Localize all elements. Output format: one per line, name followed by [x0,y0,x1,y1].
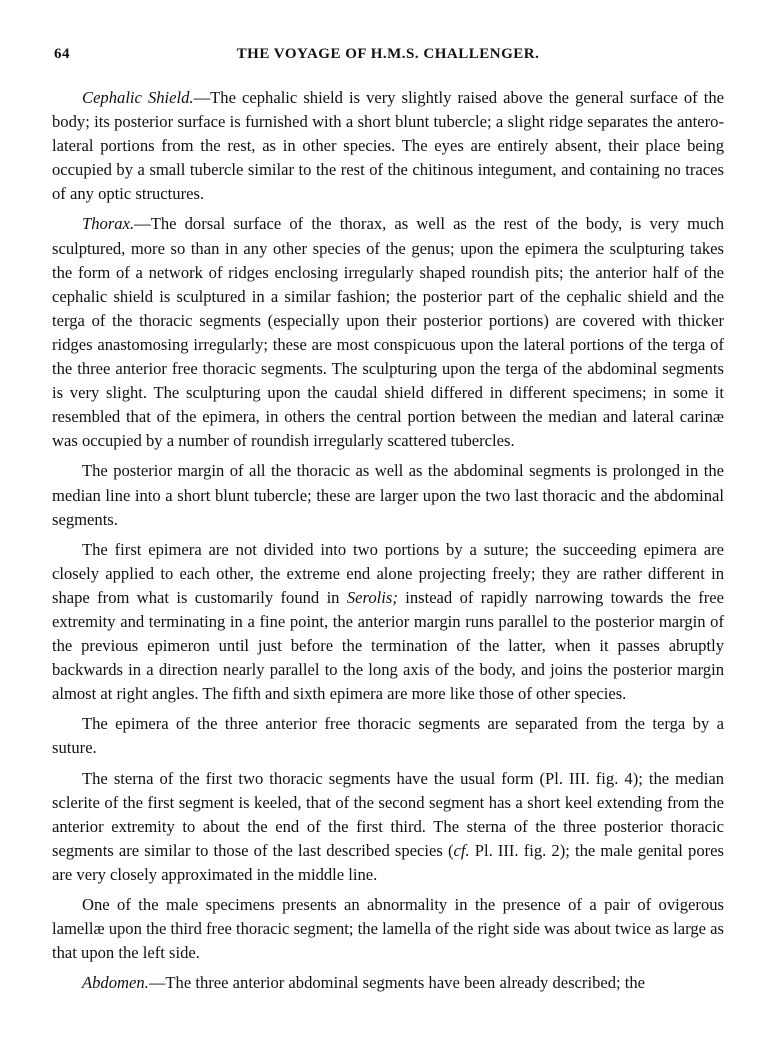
paragraph-cephalic-shield [52,86,724,206]
page-number: 64 [54,46,70,62]
paragraph-abnormality [52,893,724,965]
paragraph-epimera-suture [52,712,724,760]
paragraph-text: instead of rapidly narrowing towards the free extremity and terminating in a fine point, the anterior margin runs parallel to the posterior margin of the previous epimeron until just before the termination of the latter, when it passes abruptly backwards in a direction nearly parallel to the long axis of the body, and joins the posterior margin almost at right angles. The fifth and sixth epimera are more like those of other species. [52,587,724,704]
section-lead: Thorax. [82,214,135,234]
paragraph-sterna [52,767,724,887]
paragraph-text: One of the male specimens presents an abnormality in the presence of a pair of ovigerous lamellæ upon the third free thoracic segment; the lamella of the right side was about twice as large as that upon the left side. [52,895,724,963]
section-lead: Abdomen. [82,973,149,993]
paragraph-text: —The dorsal surface of the thorax, as well as the rest of the body, is very much sculptured, more so than in any other species of the genus; upon the epimera the sculpturing takes the form of a network of ridges enclosing irregularly shaped roundish pits; the anterior half of the cephalic shield is sculptured in a similar fashion; the posterior part of the cephalic shield and the terga of the thoracic segments (especially upon their posterior portions) are covered with thicker ridges anastomosing irregularly; these are most conspicuous upon the lateral portions of the terga of the three anterior free thoracic segments. The sculpturing upon the terga of the abdominal segments is very slight. The sculpturing upon the caudal shield differed in different specimens; in some it resembled that of the epimera, in others the central portion between the median and lateral carinæ was occupied by a number of roundish irregularly scattered tubercles. [52,214,724,451]
paragraph-text: —The cephalic shield is very slightly raised above the general surface of the body; its posterior surface is furnished with a short blunt tubercle; a slight ridge separates the antero-lateral portions from the rest, as in other species. The eyes are entirely absent, their place being occupied by a small tubercle similar to the rest of the chitinous integument, and containing no traces of any optic structures. [52,88,724,204]
cf-abbreviation: cf. [453,840,470,860]
paragraph-epimera [52,538,724,707]
section-lead: Cephalic Shield. [82,88,194,107]
paragraph-text: —The three anterior abdominal segments have been already described; the [148,973,646,993]
genus-name: Serolis; [346,587,398,607]
paragraph-thorax [52,212,724,453]
paragraph-text: The posterior margin of all the thoracic as well as the abdominal segments is prolonged in the median line into a short blunt tubercle; these are larger upon the two last thoracic and the abdominal segments. [52,461,724,529]
paragraph-text: The sterna of the first two thoracic segments have the usual form (Pl. III. fig. 4); the median sclerite of the first segment is keeled, that of the second segment has a short keel extending from the anterior extremity to about the end of the first third. The sterna of the three posterior thoracic segments are similar to those of the last described species ( [52,768,724,860]
paragraph-abdomen [52,971,724,995]
paragraph-text: Pl. III. fig. 2); the male genital pores are very closely approximated in the middle line. [52,840,724,884]
paragraph-text: The epimera of the three anterior free thoracic segments are separated from the terga by a suture. [52,714,724,758]
paragraph-posterior-margin [52,459,724,531]
page-body [52,86,724,995]
paragraph-text: The first epimera are not divided into two portions by a suture; the succeeding epimera are closely applied to each other, the extreme end alone projecting freely; they are rather different in shape from what is customarily found in [52,539,724,607]
page-header [52,46,724,70]
running-title: THE VOYAGE OF H.M.S. CHALLENGER. [236,46,540,62]
